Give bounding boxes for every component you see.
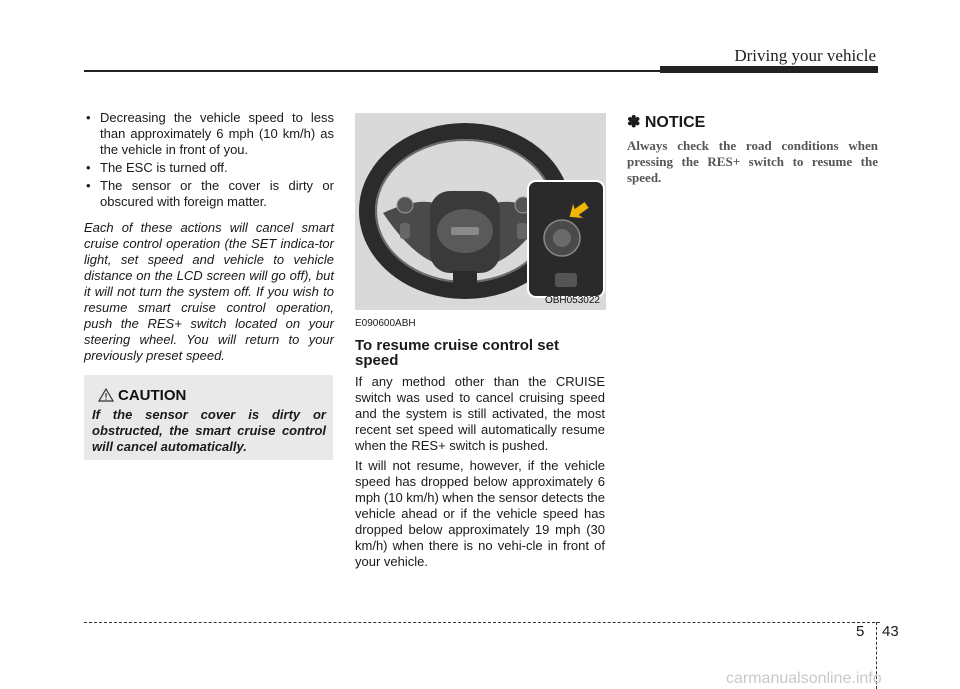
notice-title: ✽ NOTICE [627,114,706,131]
page-section-number: 5 [856,623,865,640]
header-rule [84,70,662,72]
body-paragraph: It will not resume, however, if the vehicle speed has dropped below approximately 6 mph (10 km/h) when the sensor detects the vehicle ahead or if the vehicle speed has dropped below approximately 19 mph (30 km/h) when there is no vehi-cle in front of your vehicle. [355,458,606,569]
caution-box [84,375,333,460]
section-code: E090600ABH [355,318,416,329]
header-rule-thick [660,66,878,73]
section-title: To resume cruise control set speed [355,337,559,369]
page-number: 43 [882,623,899,640]
steering-wheel-figure [355,113,606,310]
column-1 [84,110,334,364]
notice-section [627,112,878,186]
figure-caption: OBH053022 [544,295,600,306]
caution-title: CAUTION [118,387,187,404]
header-title: Driving your vehicle [734,46,876,65]
body-paragraph: If any method other than the CRUISE switch was used to cancel cruising speed and the system is still activated, the most recent set speed will automatically resume when the RES+ switch is pushed. [355,374,605,453]
bullet-item: • The ESC is turned off. [84,160,334,176]
steering-wheel-illustration [355,113,606,310]
caution-text: If the sensor cover is dirty or obstructed, the smart cruise control will cancel automatically. [92,407,326,454]
cancel-explanation: Each of these actions will cancel smart cruise control operation (the SET indica-tor light, set speed and vehicle to vehicle distance on the LCD screen will go off), but it will not turn the system off. If you wish to resume smart cruise control operation, push the RES+ switch located on your steering wheel. You will return to your previously preset speed. [84,220,334,363]
bullet-item: • The sensor or the cover is dirty or obscured with foreign matter. [84,178,334,210]
footer-rule [84,622,880,623]
watermark: carmanualsonline.info [726,670,882,687]
column-2 [355,316,605,574]
notice-text: Always check the road conditions when pressing the RES+ switch to resume the speed. [627,138,878,185]
warning-triangle-icon [98,388,114,402]
bullet-item: • Decreasing the vehicle speed to less than approximately 6 mph (10 km/h) as the vehicle in front of you. [84,110,334,158]
